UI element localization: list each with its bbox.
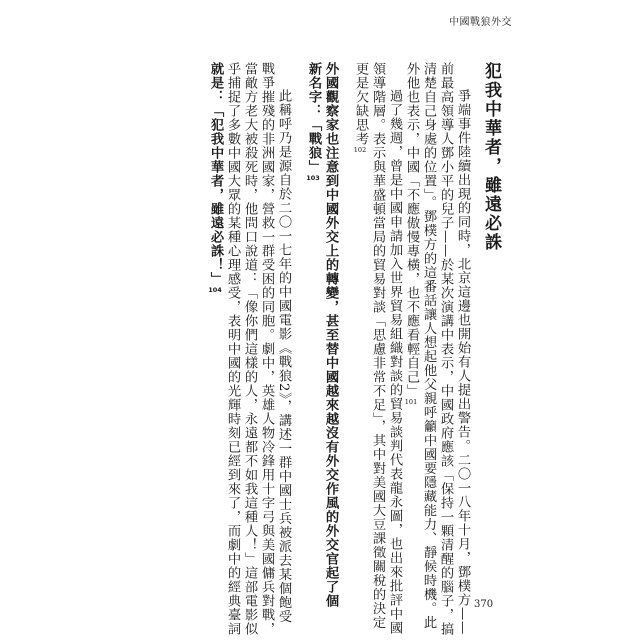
text-line: 領導階層。表示與華盛頓當局的貿易對談「思慮非常不足」，其中對美國大豆課徵關稅的決定 (370, 62, 385, 630)
text-line-content: 新名字：「戰狼」 (306, 62, 321, 174)
footnote-ref[interactable]: 104 (208, 286, 222, 294)
footnote-ref[interactable]: 103 (306, 174, 320, 182)
text-line: 此稱呼乃是源自於二〇一七年的中國電影《戰狼2》，講述一群中國士兵被派去某個飽受 (276, 89, 291, 624)
text-line: 前最高領導人鄧小平的兒子——於某次演講中表示，中國政府應該「保持一顆清醒的腦子，搞 (438, 62, 453, 636)
text-line-content: 更是欠缺思考 (353, 62, 368, 146)
text-line: 過了幾週，曾是中國申請加入世界貿易組織對談的貿易談判代表龍永圖，也出來批評中國 (387, 89, 402, 635)
footnote-ref[interactable]: 102 (353, 146, 367, 154)
running-header: 中國戰狼外交 (449, 17, 512, 28)
text-line-bold: 外國觀察家也注意到中國外交上的轉變，甚至替中國越來越沒有外交作風的外交官起了個 (323, 62, 338, 608)
text-line: 當敵方老大被殺死時，他問口說道：「像你們這樣的人，永遠都不如我這種人！」這部電影似 (242, 62, 257, 636)
text-line: 戰爭摧殘的非洲國家，營救一群受困的同胞。劇中，英雄人物冷鋒用十字弓與美國傭兵對戰， (259, 62, 274, 636)
text-line-bold (208, 62, 222, 294)
text-line-content: 就是：「犯我中華者，雖遠必誅！」 (208, 62, 223, 286)
page-number: 370 (474, 599, 494, 610)
footnote-ref[interactable]: 101 (404, 398, 418, 406)
text-line: 乎捕捉了多數中國大眾的某種心理感受，表明中國的光輝時刻已經到來了，而劇中的經典臺詞 (225, 62, 240, 636)
text-line-bold (306, 62, 320, 182)
text-line (404, 62, 418, 406)
section-title: 犯我中華者，雖遠必誅 (481, 62, 501, 252)
text-line: 清楚自己身處的位置」。鄧樸方的這番話讓人想起他父親呼籲中國要隱藏能力、靜候時機。此 (421, 62, 436, 630)
text-line-content: 外他也表示，中國「不應傲慢專橫，也不應看輕自己」 (404, 62, 419, 398)
text-line (353, 62, 367, 154)
text-line: 爭端事件陸續出現的同時，北京這邊也開始有人提出警告。二〇一八年十月，鄧樸方—— (455, 89, 470, 635)
